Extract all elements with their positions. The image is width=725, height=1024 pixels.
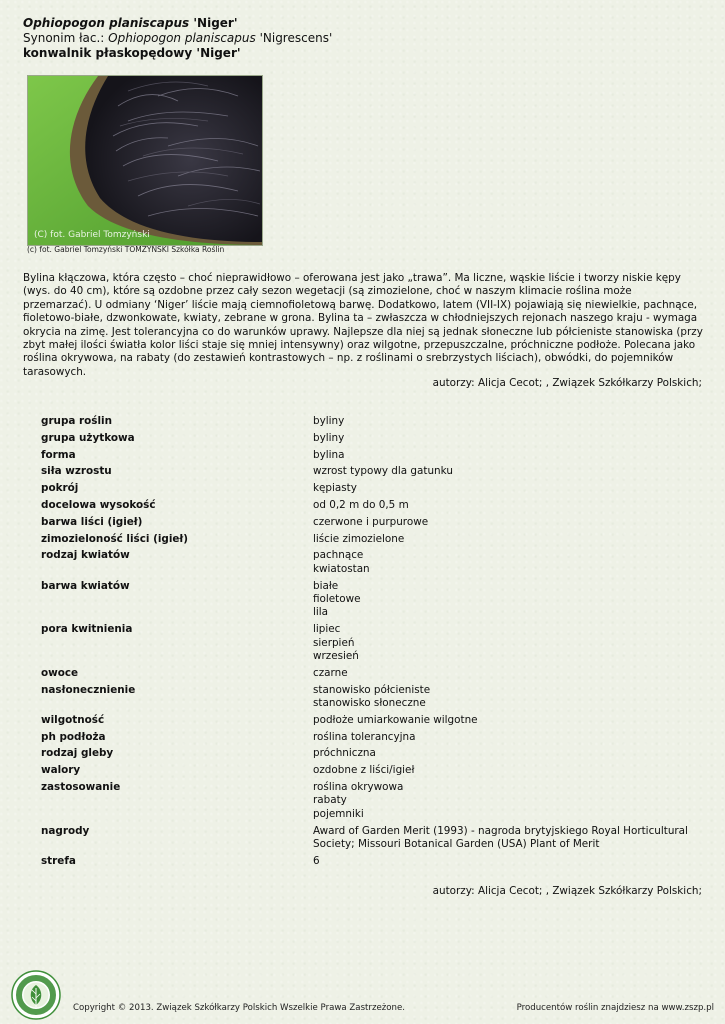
attribute-value	[313, 465, 693, 478]
attribute-row	[41, 465, 701, 478]
attribute-value-line: fioletowe	[313, 592, 361, 605]
attribute-value-line: pojemniki	[313, 807, 364, 820]
plant-description: Bylina kłączowa, która często – choć nieprawidłowo – oferowana jest jako „trawa”. Ma liczne, wąskie liście i tworzy niskie kępy (wys. do 40 cm), które są ozdobne przez cały sezon wegetacji (są zimozielone, choć w naszym klimacie roślina może przemarzać). U odmiany ‘Niger’ liście mają ciemnofioletową barwę. Dodatkowo, latem (VII-IX) pojawiają się niewielkie, pachnące, fioletowo-białe, dzwonkowate, kwiaty, zebrane w grona. Bylina ta – zwłaszcza w chłodniejszych rejonach naszego kraju - wymaga okrycia na zimę. Jest tolerancyjna co do warunków uprawy. Najlepsze dla niej są jednak słoneczne lub półcieniste stanowiska (przy zbyt małej ilości światła kolor liści staje się mniej intensywny) oraz wilgotne, przepuszczalne, próchniczne podłoże. Polecana jako roślina okrywowa, na rabaty (do zestawień kontrastowych – np. z roślinami o srebrzystych liściach), obwódki, do pojemników tarasowych.	[23, 272, 703, 378]
attribute-row	[41, 667, 701, 680]
attribute-row	[41, 549, 701, 576]
attribute-value-line: wzrost typowy dla gatunku	[313, 465, 453, 478]
attribute-key: walory	[41, 764, 81, 777]
attribute-value	[313, 449, 693, 462]
attribute-value-line: stanowisko półcieniste	[313, 683, 431, 696]
photo-watermark: (C) fot. Gabriel Tomzyński	[34, 230, 150, 240]
attribute-row	[41, 449, 701, 462]
attribute-row	[41, 623, 701, 663]
attribute-key: pora kwitnienia	[41, 623, 133, 636]
attribute-value-line: Award of Garden Merit (1993) - nagroda brytyjskiego Royal Horticultural Society; Missouri Botanical Garden (USA) Plant of Merit	[313, 824, 688, 850]
attribute-value	[313, 623, 693, 663]
attribute-value-line: pachnące	[313, 549, 364, 562]
attribute-key: docelowa wysokość	[41, 498, 156, 511]
authors-top: autorzy: Alicja Cecot; , Związek Szkółkarzy Polskich;	[432, 377, 702, 389]
attribute-row	[41, 580, 701, 620]
attribute-key: rodzaj gleby	[41, 747, 114, 760]
attribute-key: barwa kwiatów	[41, 579, 130, 592]
plant-photo	[27, 75, 263, 246]
synonym-prefix: Synonim łac.:	[23, 31, 109, 45]
attribute-value-line: sierpień	[313, 636, 355, 649]
attribute-value	[313, 499, 693, 512]
attribute-value	[313, 684, 693, 711]
attribute-key: nasłonecznienie	[41, 683, 136, 696]
attribute-value-line: kępiasty	[313, 482, 357, 495]
footer-copyright: Copyright © 2013. Związek Szkółkarzy Polskich Wszelkie Prawa Zastrzeżone.	[73, 1003, 405, 1013]
attribute-value	[313, 781, 693, 821]
attribute-value-line: 6	[313, 854, 320, 867]
attribute-row	[41, 731, 701, 744]
attribute-value-line: kwiatostan	[313, 562, 370, 575]
attribute-row	[41, 482, 701, 495]
latin-name-line	[23, 16, 332, 31]
attribute-row	[41, 747, 701, 760]
attribute-value	[313, 764, 693, 777]
attribute-value	[313, 580, 693, 620]
attribute-row	[41, 855, 701, 868]
attribute-value-line: od 0,2 m do 0,5 m	[313, 498, 409, 511]
attribute-value	[313, 667, 693, 680]
attribute-row	[41, 781, 701, 821]
attribute-value-line: rabaty	[313, 794, 347, 807]
attribute-value-line: stanowisko słoneczne	[313, 697, 426, 709]
attribute-key: nagrody	[41, 824, 90, 837]
attribute-key: barwa liści (igieł)	[41, 515, 143, 528]
attribute-value	[313, 533, 693, 546]
plant-header	[23, 16, 332, 61]
attribute-value	[313, 855, 693, 868]
attribute-row	[41, 516, 701, 529]
polish-name: konwalnik płaskopędowy 'Niger'	[23, 46, 241, 60]
attribute-key: rodzaj kwiatów	[41, 549, 130, 562]
attribute-value-line: roślina okrywowa	[313, 780, 404, 793]
attribute-row	[41, 684, 701, 711]
attribute-value-line: byliny	[313, 431, 345, 444]
attribute-row	[41, 432, 701, 445]
zszp-logo	[11, 970, 61, 1020]
attribute-key: siła wzrostu	[41, 465, 112, 478]
attribute-value-line: bylina	[313, 448, 345, 461]
attribute-value-line: podłoże umiarkowanie wilgotne	[313, 713, 478, 726]
footer-producers: Producentów roślin znajdziesz na www.zszp.pl	[516, 1003, 714, 1013]
attribute-value	[313, 731, 693, 744]
attribute-value-line: lipiec	[313, 623, 341, 636]
attribute-key: zastosowanie	[41, 780, 121, 793]
attribute-row	[41, 825, 701, 852]
attribute-key: grupa użytkowa	[41, 431, 135, 444]
attribute-key: ph podłoża	[41, 730, 106, 743]
attribute-value	[313, 415, 693, 428]
attribute-value-line: czerwone i purpurowe	[313, 515, 429, 528]
attribute-key: strefa	[41, 854, 76, 867]
synonym-cultivar: 'Nigrescens'	[255, 31, 333, 45]
attribute-value	[313, 549, 693, 576]
authors-bottom: autorzy: Alicja Cecot; , Związek Szkółkarzy Polskich;	[432, 885, 702, 897]
attribute-value	[313, 825, 693, 852]
attribute-key: wilgotność	[41, 713, 105, 726]
attribute-value	[313, 482, 693, 495]
attribute-row	[41, 415, 701, 428]
attribute-table	[41, 415, 701, 872]
attribute-row	[41, 764, 701, 777]
attribute-value-line: byliny	[313, 415, 345, 427]
attribute-value-line: białe	[313, 579, 339, 592]
photo-caption: (c) fot. Gabriel Tomzyński TOMZYNSKI Szkółka Roślin	[27, 245, 225, 254]
synonym-line	[23, 31, 332, 46]
attribute-value-line: czarne	[313, 666, 348, 679]
attribute-value-line: liście zimozielone	[313, 532, 405, 545]
latin-name: Ophiopogon planiscapus	[23, 16, 190, 30]
attribute-value	[313, 747, 693, 760]
attribute-value-line: wrzesień	[313, 650, 359, 662]
attribute-value	[313, 516, 693, 529]
attribute-row	[41, 533, 701, 546]
attribute-key: owoce	[41, 666, 79, 679]
cultivar-name: 'Niger'	[193, 16, 238, 30]
attribute-value	[313, 714, 693, 727]
attribute-value-line: lila	[313, 606, 329, 619]
attribute-value-line: ozdobne z liści/igieł	[313, 764, 415, 777]
attribute-value	[313, 432, 693, 445]
attribute-row	[41, 499, 701, 512]
attribute-value-line: roślina tolerancyjna	[313, 730, 416, 743]
attribute-key: grupa roślin	[41, 415, 112, 427]
attribute-value-line: próchniczna	[313, 747, 376, 760]
synonym-name: Ophiopogon planiscapus	[108, 31, 256, 45]
attribute-key: zimozieloność liści (igieł)	[41, 532, 189, 545]
attribute-key: forma	[41, 448, 76, 461]
attribute-key: pokrój	[41, 482, 79, 495]
attribute-row	[41, 714, 701, 727]
